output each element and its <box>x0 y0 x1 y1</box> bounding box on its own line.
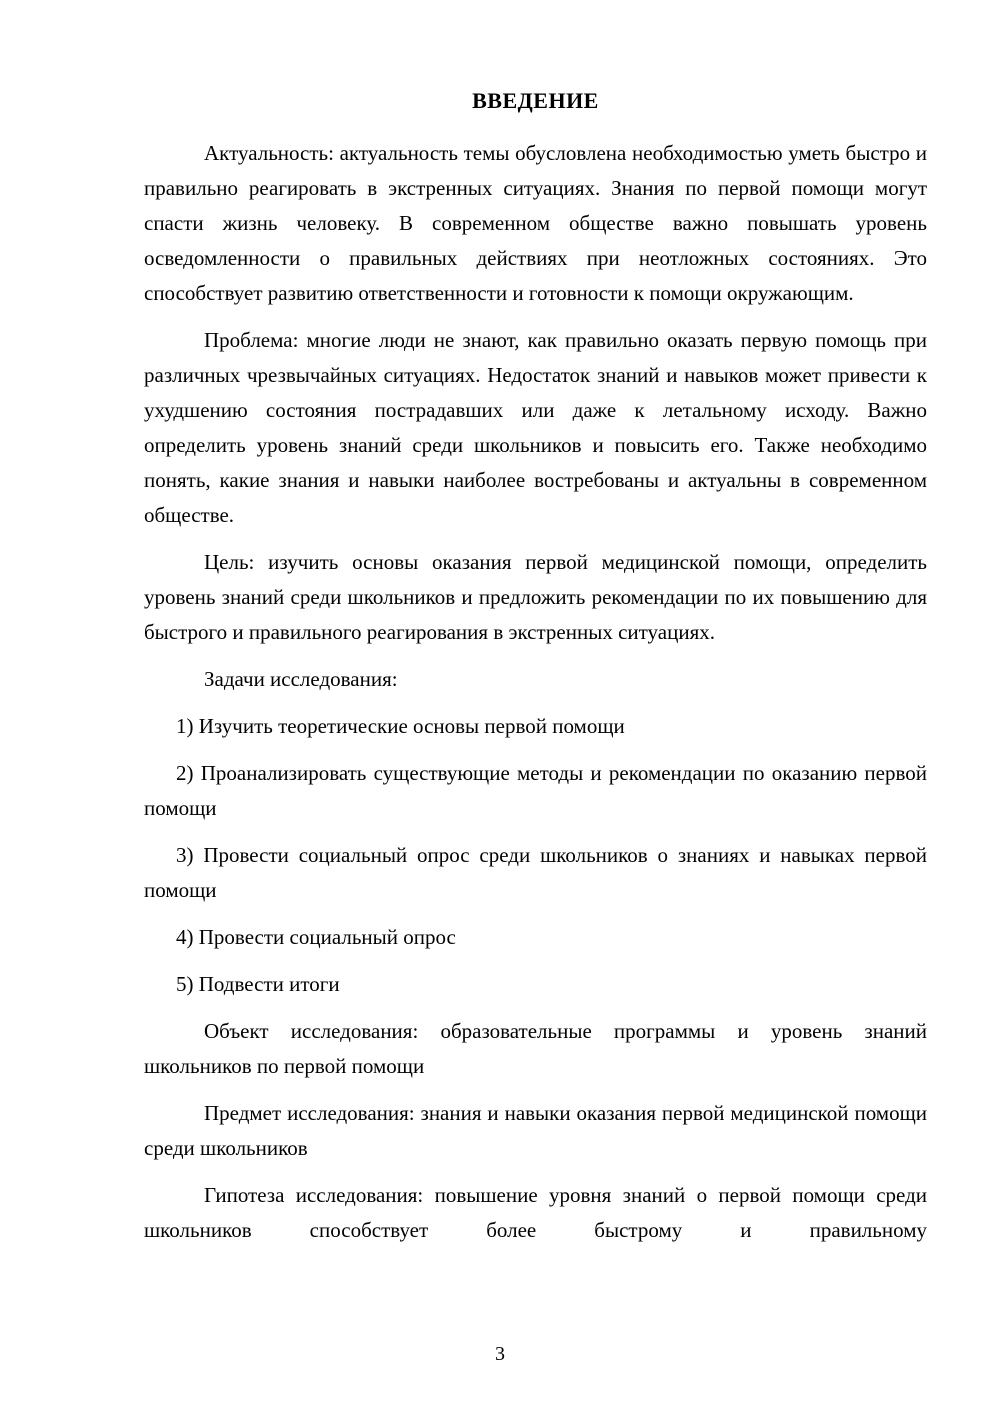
paragraph-problem: Проблема: многие люди не знают, как правильно оказать первую помощь при различных чрезвычайных ситуациях. Недостаток знаний и навыков может привести к ухудшению состояния пострадавших или даже к летальному исходу. Важно определить уровень знаний среди школьников и повысить его. Также необходимо понять, какие знания и навыки наиболее востребованы и актуальны в современном обществе. <box>144 328 927 527</box>
paragraph-goal: Цель: изучить основы оказания первой медицинской помощи, определить уровень знаний среди школьников и предложить рекомендации по их повышению для быстрого и правильного реагирования в экстренных ситуациях. <box>144 550 927 644</box>
paragraph-hypothesis: Гипотеза исследования: повышение уровня знаний о первой помощи среди школьников способствует более быстрому и правильному <box>144 1183 927 1242</box>
page-number: 3 <box>495 1343 505 1365</box>
paragraph-object: Объект исследования: образовательные программы и уровень знаний школьников по первой помощи <box>144 1019 927 1078</box>
document-title: ВВЕДЕНИЕ <box>472 88 599 113</box>
paragraph-subject: Предмет исследования: знания и навыки оказания первой медицинской помощи среди школьников <box>144 1101 927 1160</box>
task-item-2: 2) Проанализировать существующие методы и рекомендации по оказанию первой помощи <box>144 761 927 820</box>
task-item-3: 3) Провести социальный опрос среди школьников о знаниях и навыках первой помощи <box>144 843 927 902</box>
task-item-5: 5) Подвести итоги <box>176 972 340 996</box>
paragraph-relevance: Актуальность: актуальность темы обусловлена необходимостью уметь быстро и правильно реагировать в экстренных ситуациях. Знания по первой помощи могут спасти жизнь человеку. В современном обществе важно повышать уровень осведомленности о правильных действиях при неотложных состояниях. Это способствует развитию ответственности и готовности к помощи окружающим. <box>144 141 927 305</box>
task-item-1: 1) Изучить теоретические основы первой помощи <box>176 714 625 738</box>
task-item-4: 4) Провести социальный опрос <box>176 925 456 949</box>
tasks-heading: Задачи исследования: <box>204 667 398 691</box>
